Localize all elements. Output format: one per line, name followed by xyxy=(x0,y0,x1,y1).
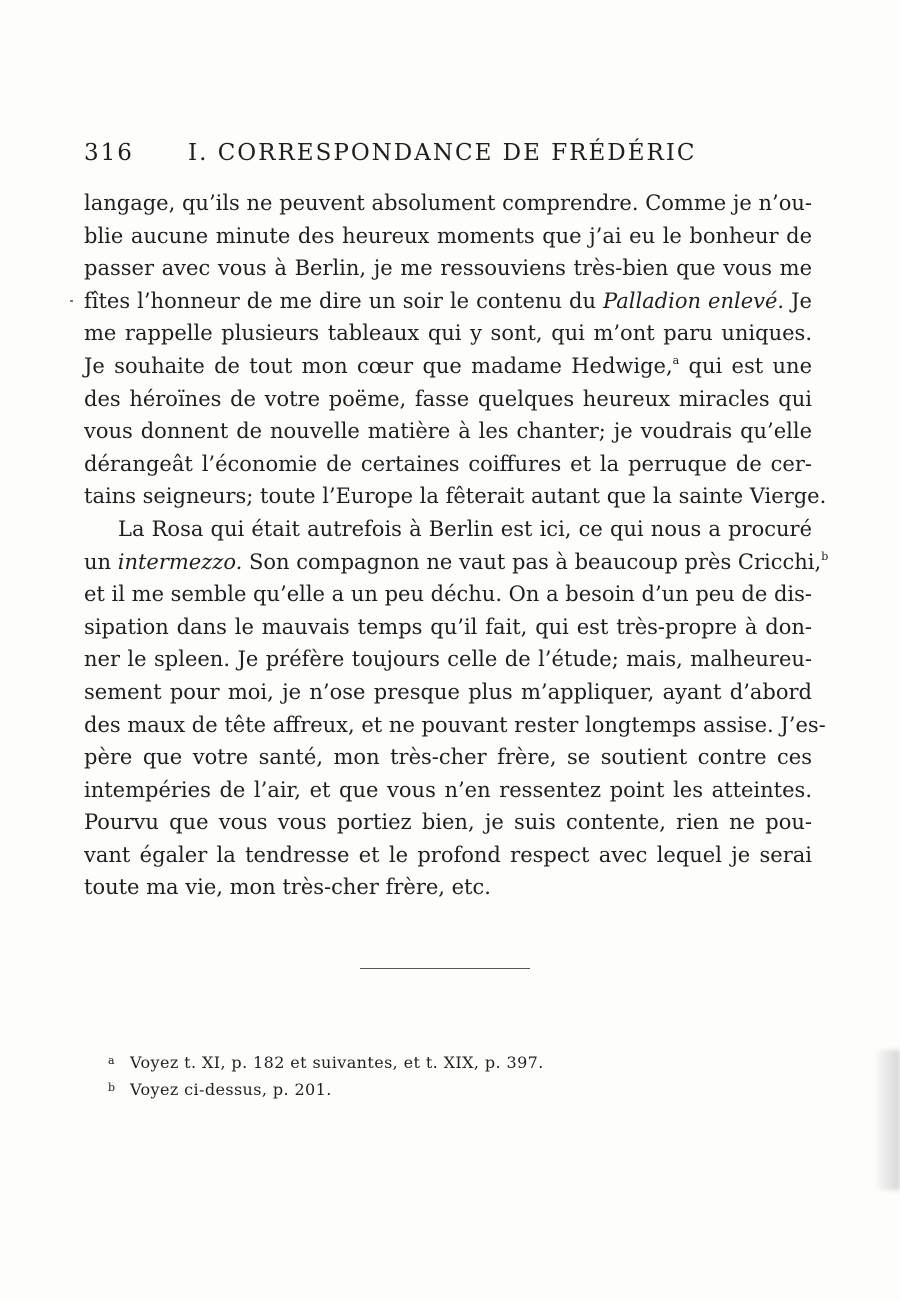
footnote-ref-a: a xyxy=(672,353,680,367)
text-line xyxy=(84,350,812,383)
text-line: sement pour moi, je n’ose presque plus m’appliquer, ayant d’abord xyxy=(84,679,812,704)
text-line: des héroïnes de votre poëme, fasse quelques heureux miracles qui xyxy=(84,386,812,411)
footnote-ref-b: b xyxy=(821,549,829,563)
page-edge-smudge xyxy=(874,1050,900,1190)
text-segment: un xyxy=(84,549,112,574)
text-line: langage, qu’ils ne peuvent absolument comprendre. Comme je n’ou- xyxy=(84,191,812,215)
text-segment: Je xyxy=(791,288,812,313)
text-line: blie aucune minute des heureux moments que j’ai eu le bonheur de xyxy=(84,223,812,248)
text-line: vant égaler la tendresse et le profond respect avec lequel je serai xyxy=(84,842,812,867)
text-line: intempéries de l’air, et que vous n’en ressentez point les atteintes. xyxy=(84,777,812,802)
section-separator xyxy=(360,968,530,969)
footnote-mark: a xyxy=(108,1054,115,1067)
text-line: me rappelle plusieurs tableaux qui y sont, qui m’ont paru uniques. xyxy=(84,321,812,346)
text-line: toute ma vie, mon très-cher frère, etc. xyxy=(84,875,491,900)
text-segment: Son compagnon ne vaut pas à beaucoup près Cricchi, xyxy=(249,549,822,574)
text-line: père que votre santé, mon très-cher frère, se soutient contre ces xyxy=(84,745,812,770)
text-line: sipation dans le mauvais temps qu’il fait, qui est très-propre à don- xyxy=(84,614,812,639)
text-line xyxy=(84,285,812,318)
margin-speck xyxy=(70,300,73,302)
italic-term: intermezzo. xyxy=(117,549,243,574)
text-line: La Rosa qui était autrefois à Berlin est ici, ce qui nous a procuré xyxy=(118,516,812,541)
footnote-mark: b xyxy=(108,1081,116,1094)
footnote-b xyxy=(108,1074,544,1101)
text-line: et il me semble qu’elle a un peu déchu. On a besoin d’un peu de dis- xyxy=(84,582,812,607)
italic-title: Palladion enlevé. xyxy=(603,288,785,313)
footnote-text: Voyez ci-dessus, p. 201. xyxy=(130,1080,332,1099)
text-segment: qui est une xyxy=(688,353,812,378)
footnote-text: Voyez t. XI, p. 182 et suivantes, et t. XIX, p. 397. xyxy=(130,1053,544,1072)
text-segment: Je souhaite de tout mon cœur que madame Hedwige, xyxy=(84,353,673,378)
footnote-a xyxy=(108,1047,544,1074)
text-line: vous donnent de nouvelle matière à les chanter; je voudrais qu’elle xyxy=(84,419,812,444)
text-line: tains seigneurs; toute l’Europe la fêterait autant que la sainte Vierge. xyxy=(84,484,827,509)
page-number: 316 xyxy=(84,140,134,166)
text-line xyxy=(84,546,829,579)
page-header xyxy=(84,140,724,172)
letter-body xyxy=(84,187,829,904)
text-line: passer avec vous à Berlin, je me ressouviens très-bien que vous me xyxy=(84,256,812,281)
text-line: des maux de tête affreux, et ne pouvant rester longtemps assise. J’es- xyxy=(84,712,826,737)
text-line: dérangeât l’économie de certaines coiffures et la perruque de cer- xyxy=(84,451,812,476)
text-segment: fîtes l’honneur de me dire un soir le contenu du xyxy=(84,288,596,313)
running-title: I. CORRESPONDANCE DE FRÉDÉRIC xyxy=(188,140,697,166)
text-line: Pourvu que vous vous portiez bien, je suis contente, rien ne pou- xyxy=(84,810,812,835)
footnotes xyxy=(108,1047,544,1101)
text-line: ner le spleen. Je préfère toujours celle de l’étude; mais, malheureu- xyxy=(84,647,812,672)
